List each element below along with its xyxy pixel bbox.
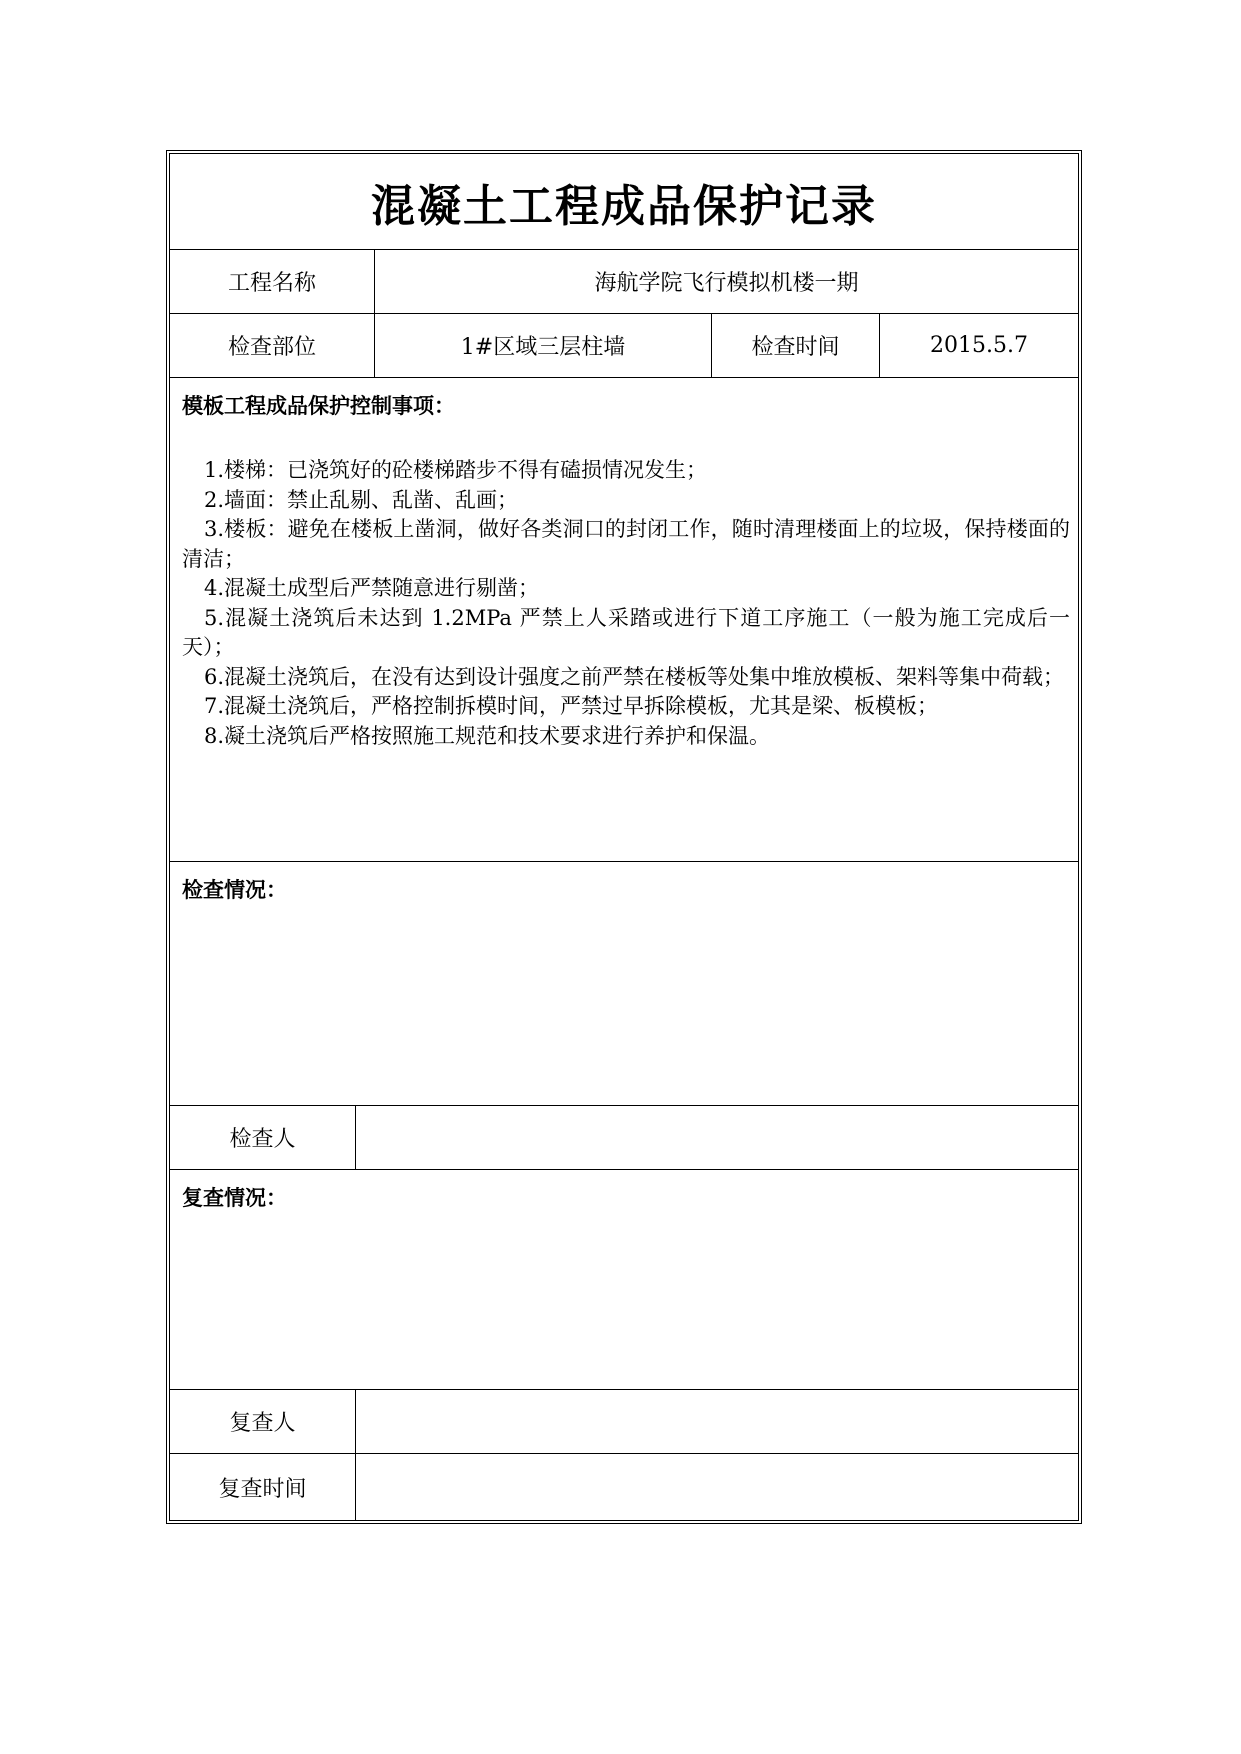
recheck-heading: 复查情况： [182,1186,287,1210]
recheck-section [170,1170,1078,1390]
project-name-value: 海航学院飞行模拟机楼一期 [594,271,859,296]
control-item: 7.混凝土浇筑后，严格控制拆模时间，严禁过早拆除模板，尤其是梁、板模板； [204,694,939,718]
recheck-inspector-row [170,1390,1078,1454]
control-item: 2.墙面：禁止乱剔、乱凿、乱画； [204,487,519,512]
control-item: 1.楼梯：已浇筑好的砼楼梯踏步不得有磕损情况发生； [204,458,708,482]
inspection-time-label: 检查时间 [712,314,880,377]
check-section [170,862,1078,1106]
form-title: 混凝土工程成品保护记录 [371,180,877,232]
control-item: 3.楼板：避免在楼板上凿洞，做好各类洞口的封闭工作，随时清理楼面上的垃圾，保持楼面的清洁； [182,517,1070,571]
project-name-label: 工程名称 [170,250,375,313]
inspection-location-label: 检查部位 [170,314,375,377]
recheck-time-label: 复查时间 [170,1454,356,1520]
inspection-row [170,314,1078,378]
inspector-row [170,1106,1078,1170]
recheck-time-value [356,1454,1078,1520]
inspector-value [356,1106,1078,1169]
check-heading: 检查情况： [182,878,287,902]
control-item: 6.混凝土浇筑后，在没有达到设计强度之前严禁在楼板等处集中堆放模板、架料等集中荷载； [204,664,1065,689]
control-items-list [182,456,1070,751]
control-section [170,378,1078,862]
project-row [170,250,1078,314]
recheck-inspector-label: 复查人 [170,1390,356,1453]
title-row [170,154,1078,250]
record-form [166,150,1082,1524]
inspector-label: 检查人 [170,1106,356,1169]
control-item: 8.凝土浇筑后严格按照施工规范和技术要求进行养护和保温。 [204,723,771,748]
control-item: 5.混凝土浇筑后未达到 1.2MPa 严禁上人采踏或进行下道工序施工（一般为施工完成后一天）； [182,605,1070,659]
control-heading: 模板工程成品保护控制事项： [182,394,455,418]
inspection-location-value: 1#区域三层柱墙 [375,314,712,377]
recheck-inspector-value [356,1390,1078,1453]
control-item: 4.混凝土成型后严禁随意进行剔凿； [204,576,540,600]
record-table [169,153,1079,1521]
recheck-time-row [170,1454,1078,1520]
inspection-time-value: 2015.5.7 [930,333,1028,358]
